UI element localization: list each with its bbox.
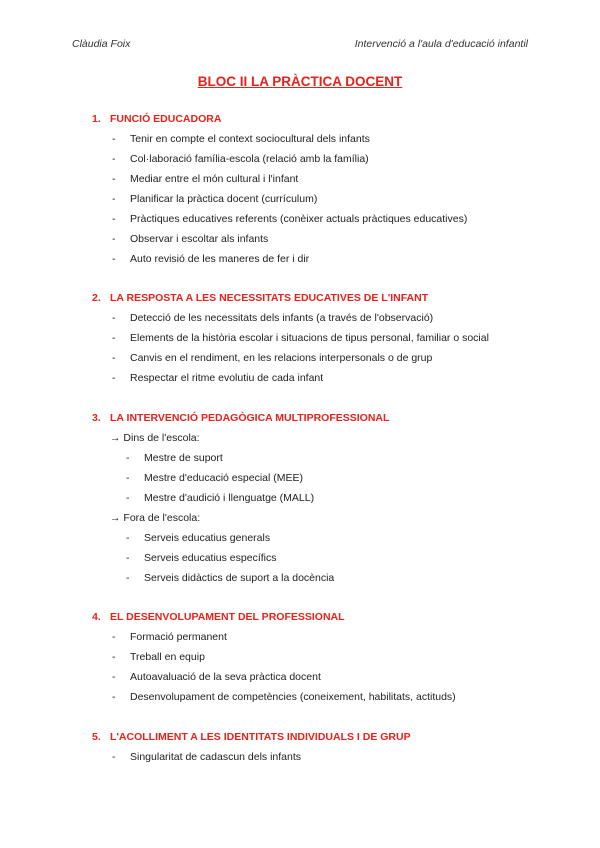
section-title: LA RESPOSTA A LES NECESSITATS EDUCATIVES DE L'INFANT <box>110 292 429 304</box>
section-heading <box>92 412 389 424</box>
section-title: LA INTERVENCIÓ PEDAGÒGICA MULTIPROFESSIONAL <box>110 412 390 424</box>
section-heading <box>92 113 221 125</box>
section-number: 4. <box>92 611 101 623</box>
header-course: Intervenció a l'aula d'educació infantil <box>354 38 528 50</box>
section-heading <box>92 611 345 623</box>
header-author: Clàudia Foix <box>72 38 131 50</box>
section-number: 5. <box>92 731 101 743</box>
group-label: → Fora de l'escola: <box>110 512 201 524</box>
section-number: 3. <box>92 412 101 424</box>
section-heading <box>92 731 411 743</box>
section-number: 1. <box>92 113 101 125</box>
section-number: 2. <box>92 292 101 304</box>
page-title: BLOC II LA PRÀCTICA DOCENT <box>197 74 403 89</box>
section-heading <box>92 292 428 304</box>
page-header <box>72 38 528 52</box>
section-title: L'ACOLLIMENT A LES IDENTITATS INDIVIDUALS I DE GRUP <box>110 731 411 743</box>
section-title: EL DESENVOLUPAMENT DEL PROFESSIONAL <box>110 611 345 623</box>
group-label: → Dins de l'escola: <box>110 432 200 444</box>
section-title: FUNCIÓ EDUCADORA <box>110 113 222 125</box>
